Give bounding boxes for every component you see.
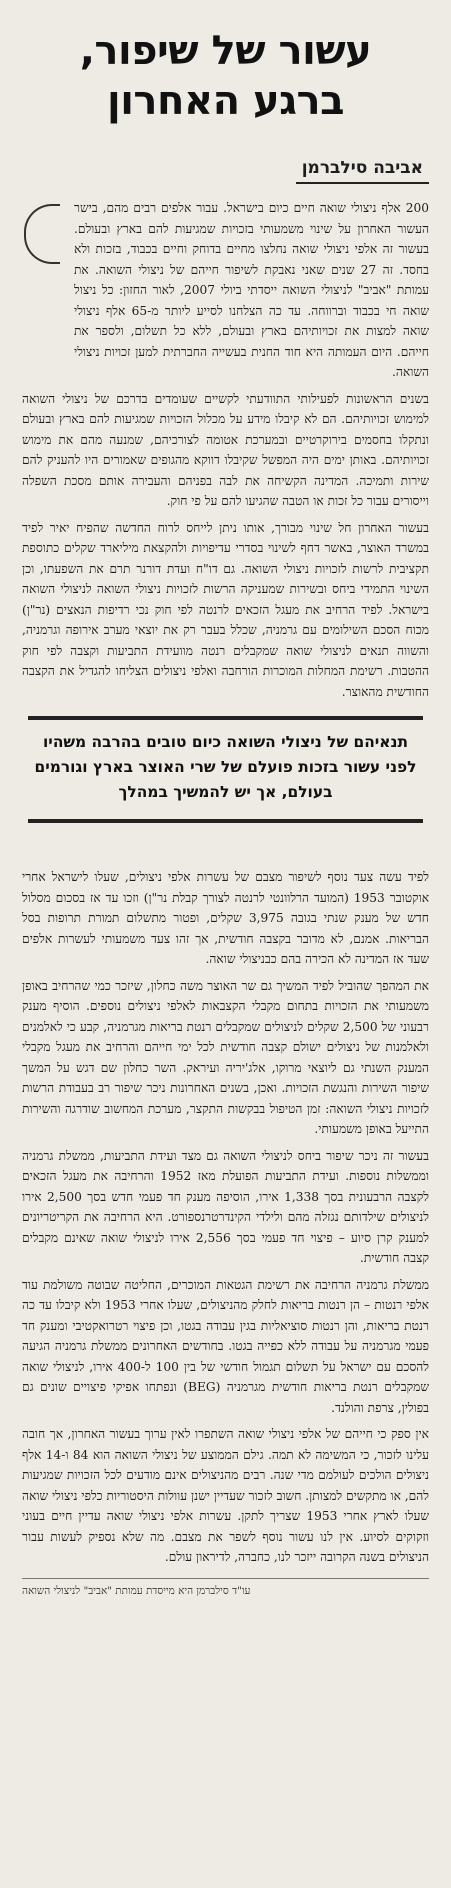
author-credit: עו"ד סילברמן היא מייסדת עמותת "אביב" לניצולי השואה bbox=[22, 1578, 429, 1597]
byline: אביבה סילברמן bbox=[296, 158, 429, 184]
headline bbox=[22, 26, 429, 126]
pullquote: תנאיהם של ניצולי השואה כיום טובים בהרבה משהיו לפני עשור בזכות פועלם של שרי האוצר בארץ וגורמים בעולם, אך יש להמשיך במהלך bbox=[34, 733, 417, 801]
body-paragraph: אין ספק כי חייהם של אלפי ניצולי שואה השתפרו לאין ערוך בעשור האחרון, אך חובה עלינו לזכור, כי המשימה לא תמה. גילם הממוצע של ניצולי השואה הוא 84 ו-14 אלף ניצולים הולכים לעולמם מדי שנה. רבים מהניצולים אינם מודעים לכל הזכויות שמגיעות להם, או מתקשים למצותן. חשוב לזכור שעדיין ישנן עוולות היסטוריות כלפי ניצולי שואה שעלו לארץ אחרי 1953 שצריך לתקן. עשרות אלפי ניצולי שואה עדיין חיים בעוני וזקוקים לסיוע. אין לנו עשור נוסף לשפר את מצבם. מה שלא נספיק לעשות עבור הניצולים בשנה הקרובה ייזכר לנו, כחברה, לדיראון עולם. bbox=[22, 1427, 429, 1564]
headline-line-1: עשור של שיפור, bbox=[79, 28, 372, 74]
body-paragraph: בשנים הראשונות לפעילותי התוודעתי לקשיים שעומדים בדרכם של ניצולי השואה למימוש זכויותיהם. הם לא קיבלו מידע על מכלול הזכויות שמגיעות להם בארץ ובעולם ונתקלו בחסמים בירוקרטיים ובמערכת אטומה לצורכיהם, שמנעה מהם את מימוש זכויותיהם. באותן ימים היה המפשל שקיבלו דווקא מהגופים שאמורים היו להעניק להם שירות ותמיכה. המדינה הקשיחה את לבה בפניהם והעבירה אותם מסכת השפלה וייסורים עבור כל זכות או הטבה שהגיעו להם על פי חוק. bbox=[22, 391, 429, 508]
body-paragraph: בעשור זה ניכר שיפור ביחס לניצולי השואה גם מצד ועידת התביעות, ממשלת גרמניה וממשלות נוספות. ועידת התביעות הפועלת מאז 1952 והרחיבה את מעגל הזכאים לקצבה הרבעונית בסך 1,338 אירו, הוסיפה מענק חד פעמי חדש בסך 2,500 אירו לניצולים שילדותם נגזלה מהם ולילדי הקינדרטרנספורט. היא הרחיבה את הקריטריונים למענק קרן סיוע – פיצוי חד פעמי בסך 2,556 אירו לניצולי שואה שאינם מקבלים קצבה חודשית. bbox=[22, 1148, 429, 1265]
pullquote-top-rule bbox=[28, 716, 423, 720]
body-paragraph: את המהפך שהוביל לפיד המשיך גם שר האוצר משה כחלון, שיזכר כמי שהרחיב באופן משמעותי את הזכויות בתחום מקבלי הקצבאות לאלפי ניצולים נוספים. הוסיף מענק רבעוני של 2,500 שקלים לניצולים שמקבלים רנטת בריאות מגרמניה, קבע כי לאלמנים ולאלמנות של ניצולים ישולם קצבה חודשית לכל ימי חייהם והרחיב את מעגל מקבלי המענק השנתי גם ליוצאי מרוקו, אלג'יריה ועיראק. השר כחלון שם דגש על המשך שיפור השירות והנגשת הזכויות. ואכן, בשנים האחרונות ניכר שיפור רב בעבודת הרשות לזכויות ניצולי השואה: זמן הטיפול בבקשות התקצר, מערכת המחשוב שודרגה והשירות התייעל באופן משמעותי. bbox=[22, 978, 430, 1136]
body-paragraph: 200 אלף ניצולי שואה חיים כיום בישראל. עבור אלפים רבים מהם, בישר העשור האחרון על שינוי משמעותי בזכויות שמגיעות להם בארץ ובעולם. בעשור זה אלפי ניצולי שואה נחלצו מחיים בדוחק וחיים בכבוד, בזכות ולא בחסד. זה 27 שנים שאני נאבקת לשיפור חייהם של ניצולי השואה. את עמותת "אביב" לניצולי השואה ייסדתי ביולי 2007, לאור החזון: כל ניצול שואה חי בכבוד וברווחה. עד כה הצלחנו לסייע ליותר מ-65 אלף ניצולי שואה למצות את זכויותיהם בארץ ובעולם, ללא כל תשלום, ולספר את חייהם. היום העמותה היא חוד החנית בעשייה החברתית למען זכויות ניצולי השואה. bbox=[74, 201, 429, 379]
lead-paragraph-container bbox=[22, 198, 429, 383]
bracket-ornament bbox=[24, 204, 60, 264]
headline-line-2: ברגע האחרון bbox=[106, 78, 345, 124]
pullquote-bottom-rule bbox=[28, 819, 423, 823]
body-paragraph: בעשור האחרון חל שינוי מבורך, אותו ניתן לייחס לרוח החדשה שהפיח יאיר לפיד במשרד האוצר, באשר דחף לשינוי בסדרי עדיפויות ולהקצאת מיליארד שקלים כתוספת תקציבית לרשות לזכויות ניצולי השואה. גם דו"ח ועדת דורנר תרם את השפעתו, וכן השינוי התמידי ביחס ובשירות שמעניקה הרשות לזכויות ניצולי השואה לניצולי השואה בישראל. לפיד הרחיב את מעגל הזכאים לרנטה לפי חוק נכי רדיפות הנאצים (נר"ן) מכוח הסכם השילומים עם גרמניה, שכלל בעבר רק את יוצאי מערב אירופה וגרמניה, והשווה תנאים לניצולי שואה שמקבלים רנטה מוועידת התביעות וקצבה לפי חוק ההטבות. רשימת המחלות המוכרות הורחבה ואלפי ניצולים הצליחו להגדיל את הקצבה החודשית מהאוצר. bbox=[22, 520, 429, 699]
body-paragraph: לפיד עשה צעד נוסף לשיפור מצבם של עשרות אלפי ניצולים, שעלו לישראל אחרי אוקטובר 1953 (המועד הרלוונטי לרנטה לצורך קבלת נר"ן) וזכו עד אז בסכום מסלול חדש של מענק שנתי בגובה 3,975 שקלים, ופטור מתשלום תמורת תרופות בסל הבריאות. אמנם, לא מדובר בקצבה חודשית, אך זהו צעד משמעותי לעשרות אלפים שעד אז המדינה לא הכירה בהם כבניצולי שואה. bbox=[22, 870, 430, 966]
byline-container bbox=[22, 158, 429, 184]
body-paragraph: ממשלת גרמניה הרחיבה את רשימת הגטאות המוכרים, החליטה שבוטה משולמת עוד אלפי רנטות – הן רנטות בריאות לחלק מהניצולים, שעלו אחרי 1953 ולא קיבלו עד כה רנטת בריאות, והן רנטות סוציאליות בגין עבודה בגטו, וכן פיצוי רטרואקטיבי ומענק חד פעמי מגרמניה על עבודה ללא כפייה בגטו. בחודשים האחרונים ממשלת גרמניה הגיעה להסכם עם ישראל על תשלום תגמול חודשי של בין 100 ל-400 אירו, לניצולי שואה שמקבלים רנטת בריאות חודשית מגרמניה (BEG) ונפתחו אפיקי פיצויים שונים גם בפולין, צרפת והולנד. bbox=[22, 1277, 429, 1415]
spacer bbox=[22, 833, 429, 867]
